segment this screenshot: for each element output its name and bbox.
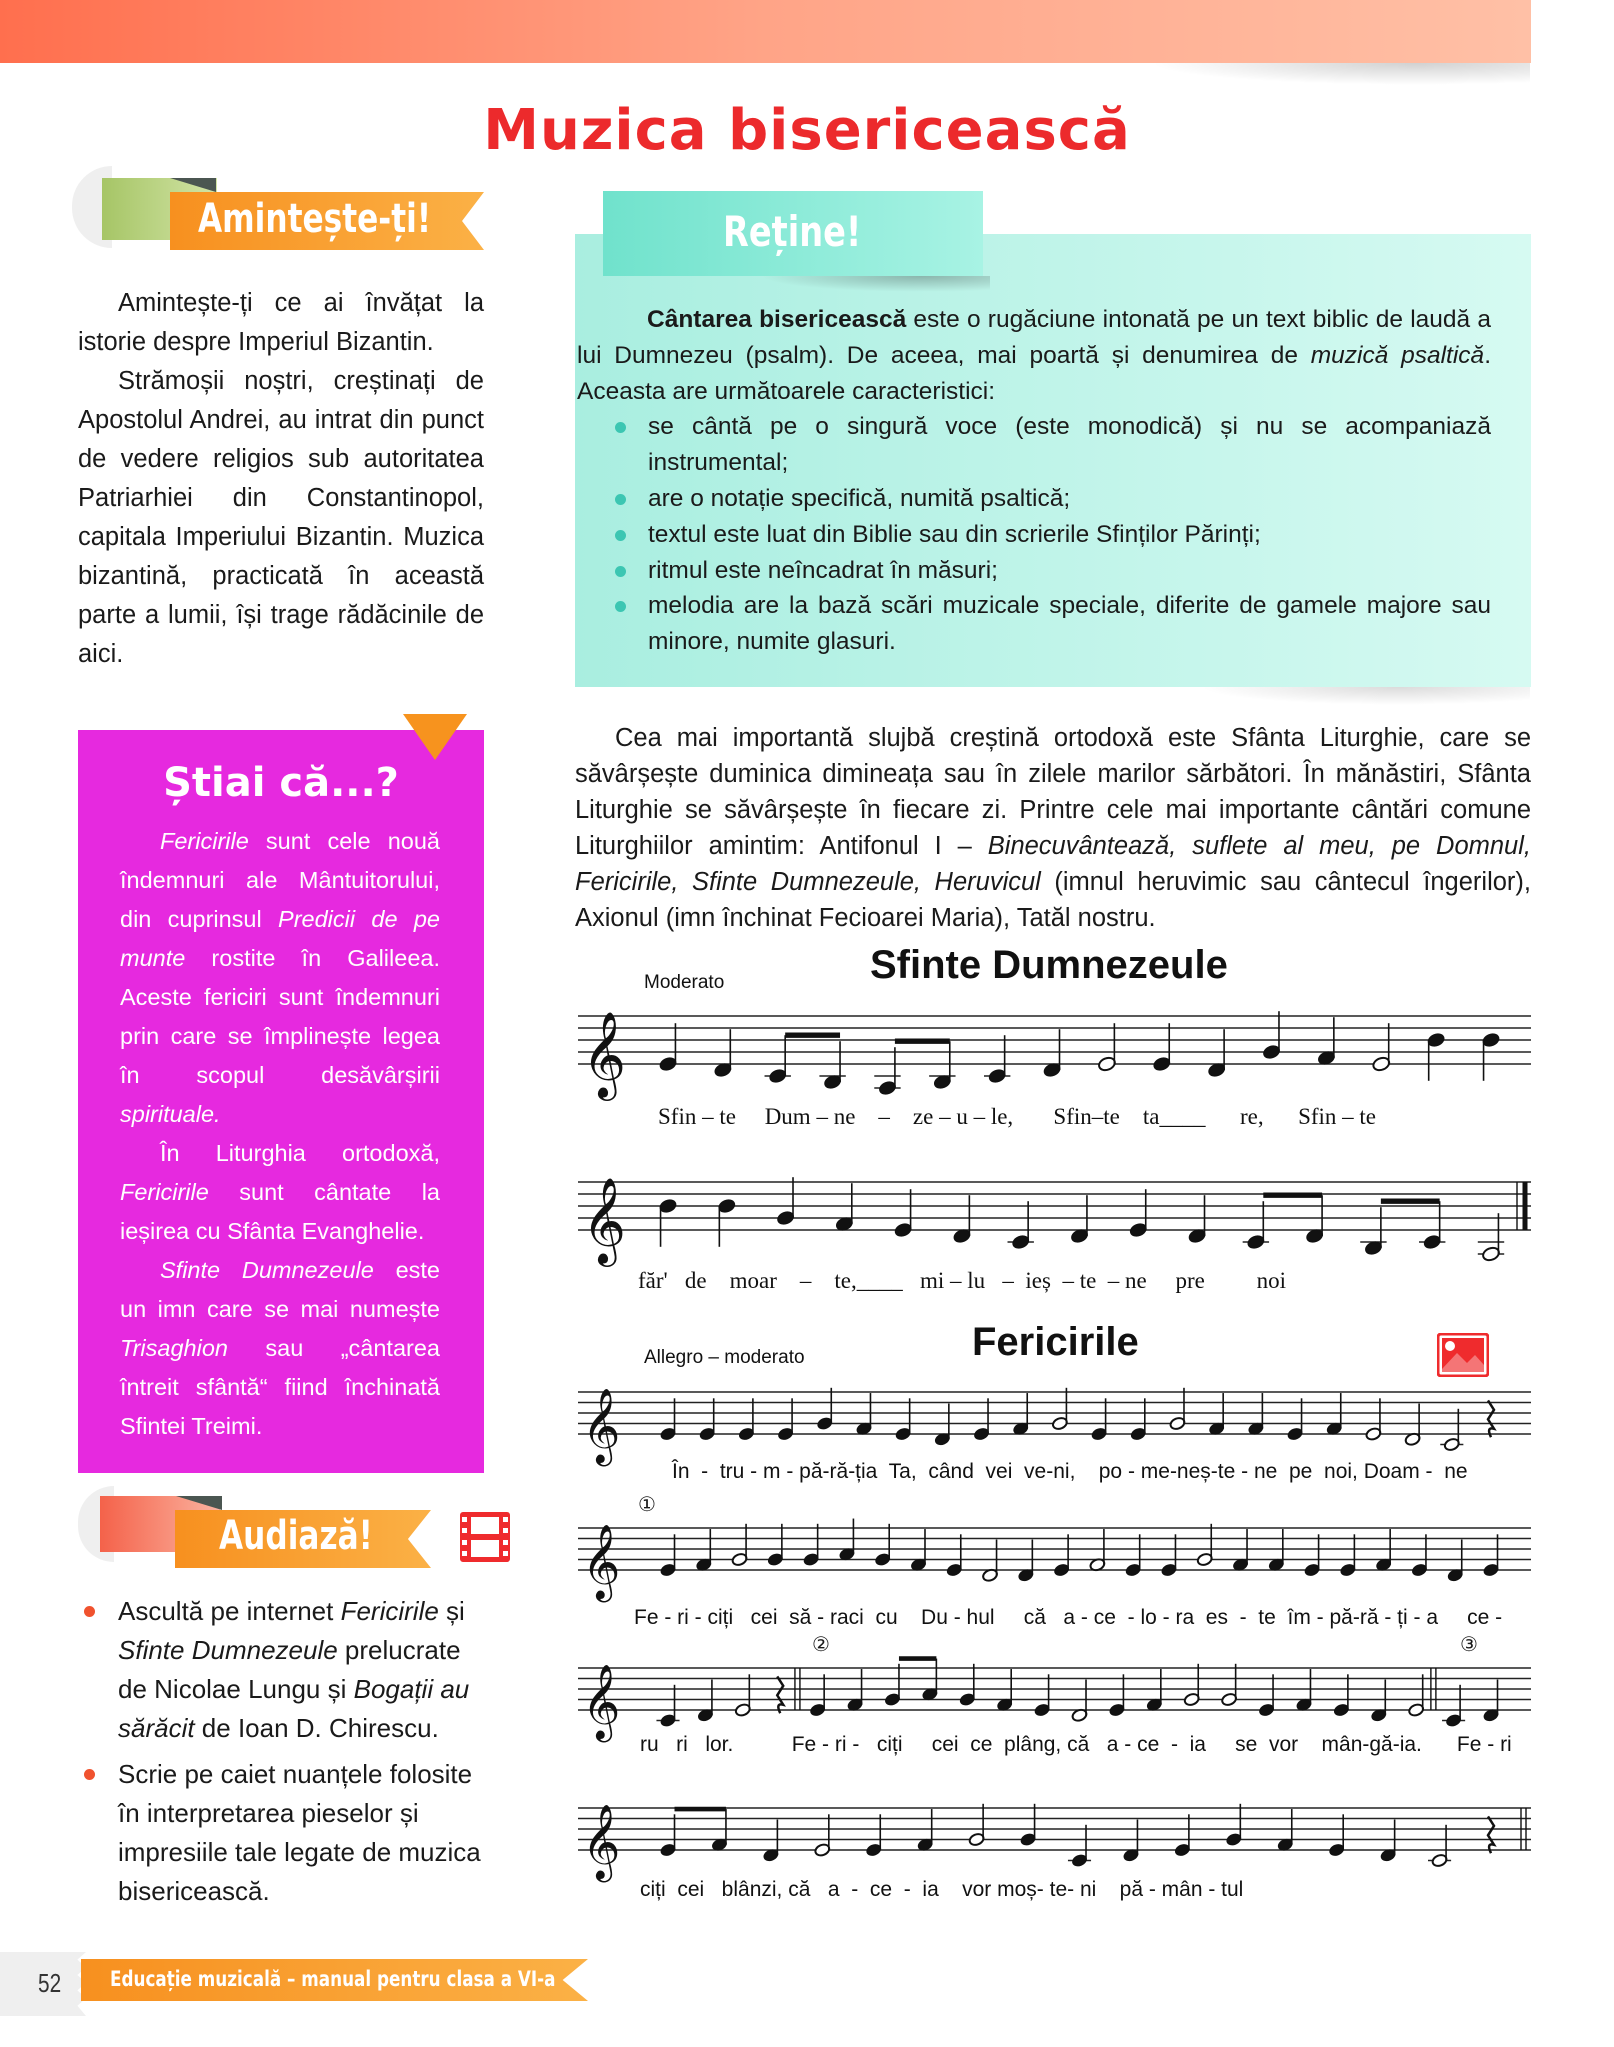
- text-run: prelucrate de Nicolae Lungu și: [118, 1635, 461, 1704]
- treble-clef-icon: 𝄞: [582, 1010, 626, 1098]
- italic-text: Sfinte Dumnezeule: [160, 1257, 374, 1283]
- lyrics-line: ru ri lor. Fe - ri - ciți cei ce plâng, că a - ce - ia se vor mân-gă-ia. Fe - ri: [640, 1733, 1512, 1756]
- text-run: În Liturghia ortodoxă,: [160, 1140, 440, 1166]
- score-title: Sfinte Dumnezeule: [870, 943, 1228, 987]
- aminteste-heading: Amintește-ți!: [198, 196, 432, 242]
- quarter-rest-icon: [1488, 1816, 1494, 1853]
- italic-text: Trisaghion: [120, 1335, 228, 1361]
- lyrics-line: În - tru - m - pă-ră-ția Ta, când vei ve-ni, po - me-neș-te - ne pe noi, Doam - ne: [672, 1460, 1468, 1483]
- audiaza-heading: Audiază!: [219, 1513, 373, 1559]
- italic-text: spirituale.: [120, 1101, 221, 1127]
- section-marker: ③: [1460, 1632, 1478, 1656]
- italic-text: Bogații au sărăcit: [118, 1674, 470, 1743]
- text-run: Ascultă pe internet: [118, 1596, 341, 1626]
- italic-text: Binecuvântează, suflete al meu, pe Domnul, Fericirile, Sfinte Dumnezeule, Heruvicul: [575, 832, 1531, 896]
- bold-text: Cântarea bisericească: [647, 306, 907, 333]
- text-run: sunt cântate la ieșirea cu Sfânta Evanghelie.: [120, 1179, 440, 1244]
- text-run: rostite în Galileea. Aceste fericiri sunt îndemnuri prin care se împlinește legea în scopul desăvârșirii: [120, 945, 440, 1088]
- retine-heading: Reține!: [723, 207, 862, 256]
- text-run: Amintește-ți ce ai învățat la istorie despre Imperiul Bizantin.: [78, 289, 484, 356]
- text-run: sau „cântarea întreit sfântă“ fiind închinată Sfintei Treimi.: [120, 1335, 440, 1439]
- text-run: de Ioan D. Chirescu.: [194, 1713, 439, 1743]
- page-number: 52: [38, 1968, 62, 1998]
- text-run: este o rugăciune intonată pe un text biblic de laudă a lui Dumnezeu (psalm). De aceea, mai poartă și denumirea de: [577, 306, 1492, 369]
- book-title: Educație muzicală – manual pentru clasa a VI-a: [110, 1967, 556, 1991]
- text-run: Strămoșii noștri, creștinați de Apostolul Andrei, au intrat din punct de vedere religios sub autoritatea Patriarhiei din Constantinopol, capitala Imperiului Bizantin. Muzica bizantină, practicată în această parte a lumii, își trage rădăcinile de aici.: [78, 367, 484, 668]
- list-item: are o notație specifică, numită psaltică;: [577, 481, 1491, 517]
- lyrics-line: ciți cei blânzi, că a - ce - ia vor moș- te- ni pă - mân - tul: [640, 1878, 1244, 1901]
- text-run: este un imn care se mai numește: [120, 1257, 441, 1322]
- treble-clef-icon: 𝄞: [582, 1804, 621, 1880]
- text-run: Scrie pe caiet nuanțele folosite în interpretarea pieselor și impresiile tale legate de muzica bisericească.: [118, 1759, 481, 1906]
- italic-text: Fericirile: [160, 828, 249, 854]
- text-run: Cea mai importantă slujbă creștină ortodoxă este Sfânta Liturghie, care se săvârșește duminica dimineața sau în zilele marilor sărbători. În mănăstiri, Sfânta Liturghie se săvârșește în fiecare zi. Printre cele mai importante cântări comune Liturghiilor amintim: Antifonul I –: [575, 724, 1531, 860]
- lyrics-line: Sfin – te Dum – ne – ze – u – le, Sfin–te ta____ re, Sfin – te: [658, 1104, 1377, 1129]
- section-marker: ①: [638, 1492, 656, 1516]
- text-run: (imnul heruvimic sau cântecul îngerilor), Axionul (imn închinat Fecioarei Maria), Tatăl nostru.: [575, 868, 1531, 932]
- tempo-marking: Allegro – moderato: [644, 1347, 805, 1368]
- quarter-rest-icon: [1488, 1400, 1494, 1437]
- treble-clef-icon: 𝄞: [582, 1388, 621, 1464]
- italic-text: Predicii de pe munte: [120, 906, 441, 971]
- text-run: și: [438, 1596, 465, 1626]
- tempo-marking: Moderato: [644, 972, 725, 993]
- italic-text: Fericirile: [120, 1179, 209, 1205]
- list-item: textul este luat din Biblie sau din scrierile Sfinților Părinți;: [577, 517, 1491, 553]
- italic-text: Fericirile: [340, 1596, 439, 1626]
- text-run: . Aceasta are următoarele caracteristici:: [577, 341, 1491, 405]
- treble-clef-icon: 𝄞: [582, 1664, 621, 1740]
- treble-clef-icon: 𝄞: [582, 1524, 621, 1600]
- lyrics-line: făr' de moar – te,____ mi – lu – ieș – te – ne pre noi: [638, 1268, 1287, 1293]
- footer: [0, 1952, 600, 2016]
- treble-clef-icon: 𝄞: [582, 1176, 626, 1264]
- section-marker: ②: [812, 1632, 830, 1656]
- italic-text: Sfinte Dumnezeule: [118, 1635, 338, 1665]
- quarter-rest-icon: [777, 1676, 783, 1713]
- list-item: se cântă pe o singură voce (este monodică) și nu se acompaniază instrumental;: [577, 409, 1491, 481]
- list-item: melodia are la bază scări muzicale speciale, diferite de gamele majore sau minore, numite glasuri.: [577, 588, 1491, 660]
- page-title: Muzica bisericească: [483, 98, 1131, 163]
- score-title: Fericirile: [972, 1320, 1139, 1364]
- lyrics-line: Fe - ri - ciți cei să - raci cu Du - hul că a - ce - lo - ra es - te îm - pă-ră - ți - a ce -: [634, 1606, 1503, 1629]
- list-item: ritmul este neîncadrat în măsuri;: [577, 553, 1491, 589]
- stiai-heading: Știai că...?: [163, 760, 399, 806]
- text-run: sunt cele nouă îndemnuri ale Mântuitorului, din cuprinsul: [120, 828, 440, 932]
- italic-text: muzică psaltică: [1310, 341, 1485, 369]
